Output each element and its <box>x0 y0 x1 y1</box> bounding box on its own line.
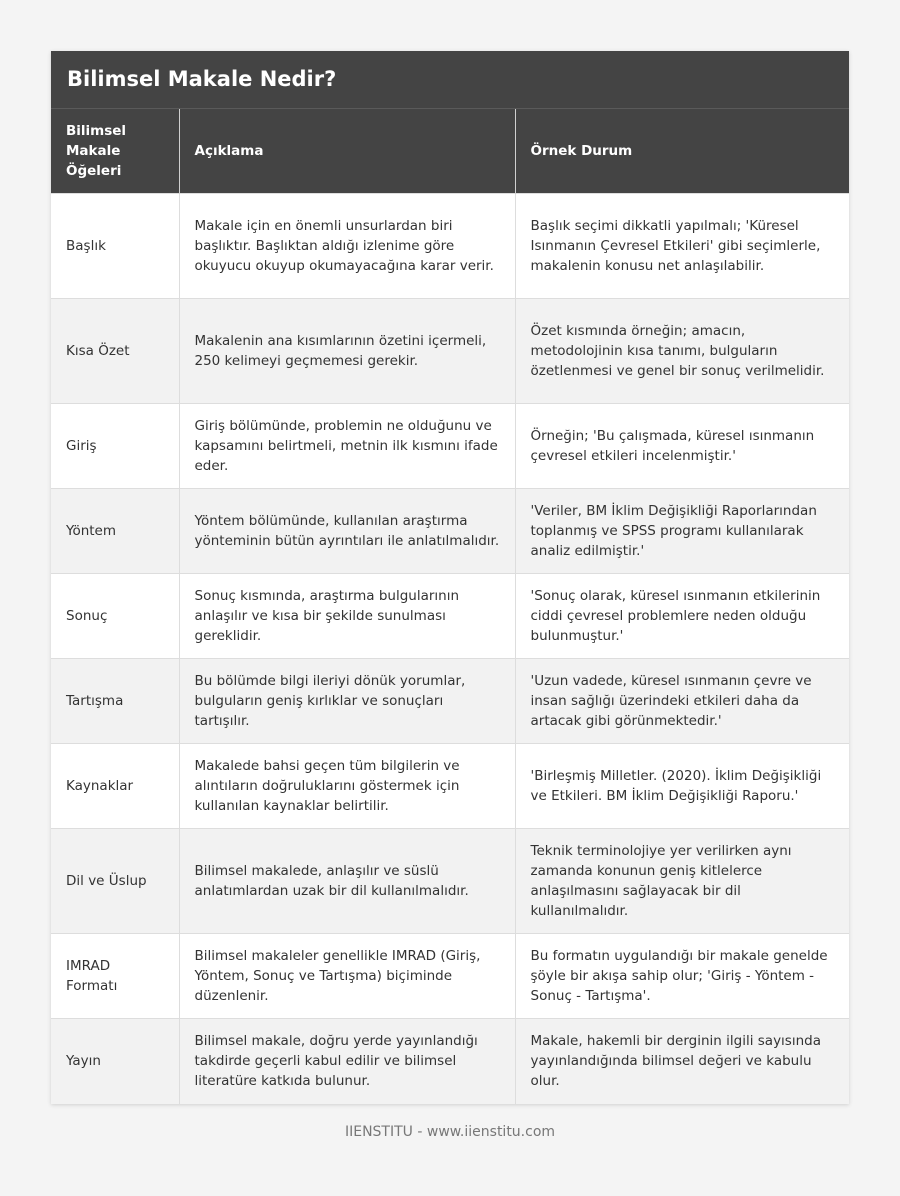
cell-description: Makalede bahsi geçen tüm bilgilerin ve alıntıların doğruluklarını göstermek için kullanılan kaynaklar belirtilir. <box>179 744 515 829</box>
cell-item: Kısa Özet <box>51 299 179 404</box>
cell-description: Yöntem bölümünde, kullanılan araştırma yönteminin bütün ayrıntıları ile anlatılmalıdır. <box>179 489 515 574</box>
cell-example: Örneğin; 'Bu çalışmada, küresel ısınmanın çevresel etkileri incelenmiştir.' <box>515 404 849 489</box>
elements-table <box>51 109 849 1104</box>
table-row <box>51 659 849 744</box>
table-row <box>51 1019 849 1104</box>
cell-item: IMRAD Formatı <box>51 934 179 1019</box>
table-row <box>51 744 849 829</box>
cell-description: Makale için en önemli unsurlardan biri başlıktır. Başlıktan aldığı izlenime göre okuyucu okuyup okumayacağına karar verir. <box>179 194 515 299</box>
cell-example: Teknik terminolojiye yer verilirken aynı zamanda konunun geniş kitlelerce anlaşılmasını sağlayacak bir dil kullanılmalıdır. <box>515 829 849 934</box>
cell-example: Başlık seçimi dikkatli yapılmalı; 'Küresel Isınmanın Çevresel Etkileri' gibi seçimlerle, makalenin konusu net anlaşılabilir. <box>515 194 849 299</box>
table-row <box>51 194 849 299</box>
cell-description: Bilimsel makale, doğru yerde yayınlandığı takdirde geçerli kabul edilir ve bilimsel literatüre katkıda bulunur. <box>179 1019 515 1104</box>
page-title: Bilimsel Makale Nedir? <box>51 51 849 109</box>
cell-description: Sonuç kısmında, araştırma bulgularının anlaşılır ve kısa bir şekilde sunulması gereklidir. <box>179 574 515 659</box>
cell-example: Makale, hakemli bir derginin ilgili sayısında yayınlandığında bilimsel değeri ve kabulu olur. <box>515 1019 849 1104</box>
cell-example: 'Birleşmiş Milletler. (2020). İklim Değişikliği ve Etkileri. BM İklim Değişikliği Raporu.' <box>515 744 849 829</box>
cell-description: Giriş bölümünde, problemin ne olduğunu ve kapsamını belirtmeli, metnin ilk kısmını ifade eder. <box>179 404 515 489</box>
cell-description: Bu bölümde bilgi ileriyi dönük yorumlar, bulguların geniş kırlıklar ve sonuçları tartışılır. <box>179 659 515 744</box>
cell-example: 'Uzun vadede, küresel ısınmanın çevre ve insan sağlığı üzerindeki etkileri daha da artacak gibi görünmektedir.' <box>515 659 849 744</box>
header-example: Örnek Durum <box>515 109 849 194</box>
cell-item: Tartışma <box>51 659 179 744</box>
cell-example: 'Sonuç olarak, küresel ısınmanın etkilerinin ciddi çevresel problemlere neden olduğu bulunmuştur.' <box>515 574 849 659</box>
cell-item: Giriş <box>51 404 179 489</box>
cell-item: Başlık <box>51 194 179 299</box>
table-row <box>51 934 849 1019</box>
content-card <box>51 51 849 1104</box>
footer-credit: IIENSTITU - www.iienstitu.com <box>344 1124 556 1140</box>
cell-example: Özet kısmında örneğin; amacın, metodolojinin kısa tanımı, bulguların özetlenmesi ve genel bir sonuç verilmelidir. <box>515 299 849 404</box>
cell-item: Sonuç <box>51 574 179 659</box>
table-row <box>51 489 849 574</box>
cell-description: Bilimsel makaleler genellikle IMRAD (Giriş, Yöntem, Sonuç ve Tartışma) biçiminde düzenlenir. <box>179 934 515 1019</box>
table-row <box>51 574 849 659</box>
cell-item: Yayın <box>51 1019 179 1104</box>
header-description: Açıklama <box>179 109 515 194</box>
cell-description: Makalenin ana kısımlarının özetini içermeli, 250 kelimeyi geçmemesi gerekir. <box>179 299 515 404</box>
table-header-row <box>51 109 849 194</box>
cell-item: Yöntem <box>51 489 179 574</box>
cell-description: Bilimsel makalede, anlaşılır ve süslü anlatımlardan uzak bir dil kullanılmalıdır. <box>179 829 515 934</box>
table-row <box>51 299 849 404</box>
table-row <box>51 404 849 489</box>
cell-item: Kaynaklar <box>51 744 179 829</box>
cell-example: 'Veriler, BM İklim Değişikliği Raporlarından toplanmış ve SPSS programı kullanılarak analiz edilmiştir.' <box>515 489 849 574</box>
cell-item: Dil ve Üslup <box>51 829 179 934</box>
cell-example: Bu formatın uygulandığı bir makale genelde şöyle bir akışa sahip olur; 'Giriş - Yöntem - Sonuç - Tartışma'. <box>515 934 849 1019</box>
table-row <box>51 829 849 934</box>
header-item: Bilimsel Makale Öğeleri <box>51 109 179 194</box>
